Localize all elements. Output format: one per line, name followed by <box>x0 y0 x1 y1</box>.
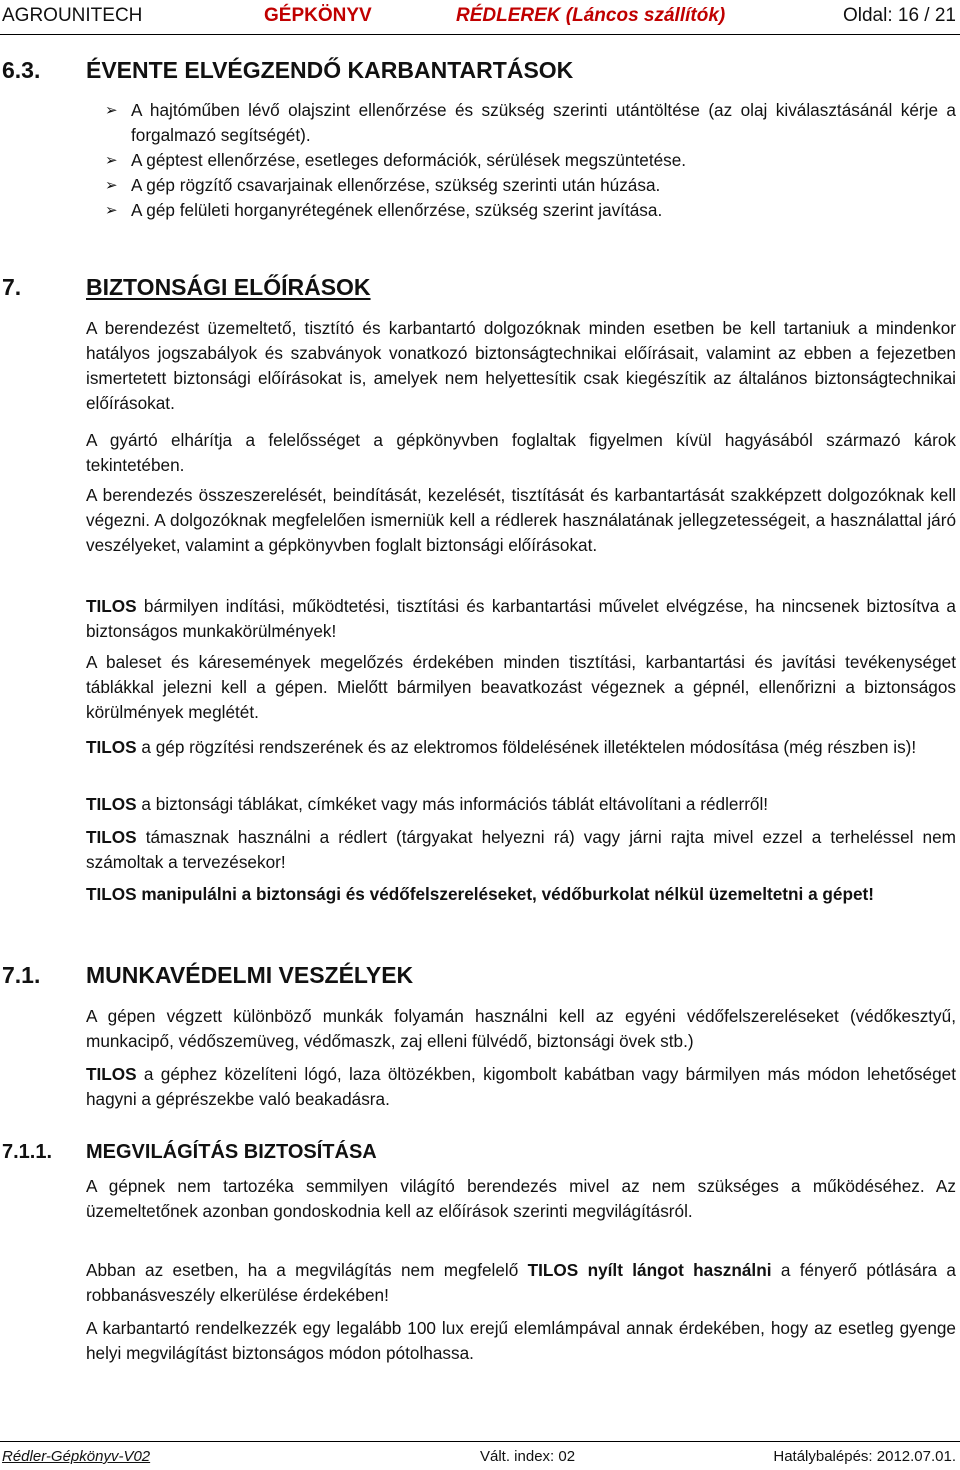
paragraph: A gyártó elhárítja a felelősséget a gépkönyvben foglaltak figyelmen kívül hagyásából származó károk tekintetében. <box>86 430 956 475</box>
footer-document-id: Rédler-Gépkönyv-V02 <box>2 1448 151 1465</box>
heading-title: MUNKAVÉDELMI VESZÉLYEK <box>86 962 414 988</box>
heading-number: 6.3. <box>2 57 41 83</box>
arrow-bullet-icon: ➢ <box>105 152 118 169</box>
heading-number: 7.1.1. <box>2 1141 53 1163</box>
footer-version: Vált. index: 02 <box>480 1448 576 1465</box>
list-item: ➢ A gép rögzítő csavarjainak ellenőrzése, szükség szerinti után húzása. <box>105 173 956 198</box>
arrow-bullet-icon: ➢ <box>105 102 118 119</box>
heading-title: BIZTONSÁGI ELŐÍRÁSOK <box>86 274 371 300</box>
page-header <box>0 0 960 35</box>
paragraph: TILOS a biztonsági táblákat, címkéket vagy más információs táblát eltávolítani a rédlerről! <box>86 794 769 814</box>
paragraph: A karbantartó rendelkezzék egy legalább 100 lux erejű elemlámpával annak érdekében, hogy az esetleg gyenge helyi megvilágítást biztonságos módon pótolhassa. <box>86 1318 956 1363</box>
page-number: Oldal: 16 / 21 <box>842 5 956 26</box>
paragraph: TILOS a géphez közelíteni lógó, laza öltözékben, kigombolt kabátban vagy bármilyen más módon lehetőséget hagyni a géprészekbe való beakadásra. <box>86 1064 956 1109</box>
list-item: ➢ A géptest ellenőrzése, esetleges deformációk, sérülések megszüntetése. <box>105 148 956 173</box>
heading-number: 7. <box>2 274 22 300</box>
arrow-bullet-icon: ➢ <box>105 177 118 194</box>
arrow-bullet-icon: ➢ <box>105 202 118 219</box>
paragraph: A baleset és káresemények megelőzés érdekében minden tisztítási, karbantartási és javítási tevékenységet táblákkal jelezni kell a gépen. Mielőtt bármilyen beavatkozást végeznek a gépnél, ellenőrizni a biztonságos körülmények meglétét. <box>86 652 956 722</box>
paragraph: TILOS támasznak használni a rédlert (tárgyakat helyezni rá) vagy járni rajta mivel ezzel a terheléssel nem számoltak a tervezésekor! <box>86 827 956 872</box>
paragraph: A gépen végzett különböző munkák folyamán használni kell az egyéni védőfelszereléseket (védőkesztyű, munkacipő, védőszemüveg, védőmaszk, zaj elleni fülvédő, biztonsági övek stb.) <box>86 1006 956 1051</box>
footer-effective-date: Hatálybalépés: 2012.07.01. <box>773 1448 956 1465</box>
paragraph: TILOS a gép rögzítési rendszerének és az elektromos földelésének illetéktelen módosítása (még részben is)! <box>86 737 917 757</box>
company-name: AGROUNITECH <box>2 5 143 26</box>
page-footer <box>0 1441 960 1470</box>
list-item: ➢ A gép felületi horganyrétegének ellenőrzése, szükség szerint javítása. <box>105 198 956 223</box>
paragraph: TILOS bármilyen indítási, működtetési, tisztítási és karbantartási művelet elvégzése, ha nincsenek biztosítva a biztonságos munkakörülmények! <box>86 596 956 641</box>
paragraph: A gépnek nem tartozéka semmilyen világító berendezés mivel az nem szükséges a működéséhez. Az üzemeltetőnek azonban gondoskodnia kell az előírások szerinti megvilágításról. <box>86 1176 956 1221</box>
document-title: RÉDLEREK (Láncos szállítók) <box>456 5 726 26</box>
document-type: GÉPKÖNYV <box>264 5 372 26</box>
paragraph: A berendezés összeszerelését, beindítását, kezelését, tisztítását és karbantartását szakképzett dolgozóknak kell végezni. A dolgozóknak megfelelően ismerniük kell a rédlerek használatának jellegzetességeit, a használattal járó veszélyeket, valamint a gépkönyvben foglalt biztonsági előírásokat. <box>86 485 956 555</box>
paragraph-bold-warning: TILOS manipulálni a biztonsági és védőfelszereléseket, védőburkolat nélkül üzemeltetni a gépet! <box>86 884 874 904</box>
paragraph: Abban az esetben, ha a megvilágítás nem megfelelő TILOS nyílt lángot használni a fényerő pótlására a robbanásveszély elkerülése érdekében! <box>86 1260 956 1305</box>
heading-title: MEGVILÁGÍTÁS BIZTOSÍTÁSA <box>86 1141 377 1163</box>
heading-number: 7.1. <box>2 962 41 988</box>
paragraph: A berendezést üzemeltető, tisztító és karbantartó dolgozóknak minden esetben be kell tartaniuk a mindenkor hatályos jogszabályok és szabványok vonatkozó biztonságtechnikai előírásait, valamint az ebben a fejezetben ismertetett biztonsági előírásokat is, amelyek nem helyettesítik csak kiegészítik az általános biztonságtechnikai előírásokat. <box>86 318 956 413</box>
maintenance-list <box>105 98 956 223</box>
heading-title: ÉVENTE ELVÉGZENDŐ KARBANTARTÁSOK <box>86 57 574 83</box>
list-item: ➢ A hajtóműben lévő olajszint ellenőrzése és szükség szerinti utántöltése (az olaj kiválasztásánál kérje a forgalmazó segítségét). <box>105 100 956 145</box>
